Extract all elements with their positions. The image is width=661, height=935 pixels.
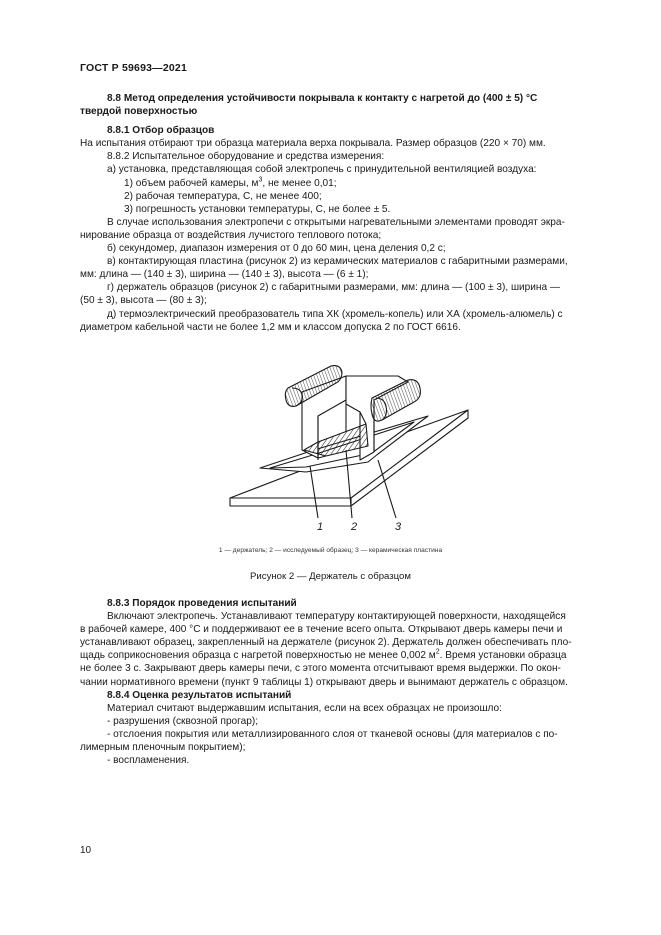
paragraph-shielding-line1: В случае использования электропечи с открытыми нагревательными элементами проводят экра- — [107, 216, 565, 228]
subsection-title-8-8-4: 8.8.4 Оценка результатов испытаний — [107, 689, 292, 701]
list-item-b: б) секундомер, диапазон измерения от 0 до 60 мин, цена деления 0,2 с; — [107, 243, 446, 255]
list-item-a1-suffix: , не менее 0,01; — [262, 177, 337, 189]
list-item-g-line2: (50 ± 3), высота — (80 ± 3); — [80, 295, 207, 307]
list-item-a3: 3) погрешность установки температуры, С, не более ± 5. — [124, 203, 391, 215]
page-number: 10 — [80, 845, 92, 856]
list-item-d-line2: диаметром кабельной части не более 1,2 мм и классом допуска 2 по ГОСТ 6616. — [80, 321, 461, 333]
callout-2: 2 — [351, 521, 358, 533]
paragraph-8-8-4-intro: Материал считают выдержавшим испытания, если на всех образцах не произошло: — [107, 702, 502, 714]
paragraph-8-8-3-line3: устанавливают образец, закрепленный на держателе (рисунок 2). Держатель должен обеспечивать пло- — [80, 637, 572, 649]
list-item-a: а) установка, представляющая собой электропечь с принудительной вентиляцией воздуха: — [107, 164, 537, 176]
list-item-a1 — [80, 177, 614, 190]
list-item-g-line1: г) держатель образцов (рисунок 2) с габаритными размерами, мм: длина — (100 ± 3), ширина — — [107, 282, 561, 294]
subsection-title-8-8-2: 8.8.2 Испытательное оборудование и средства измерения: — [107, 151, 385, 163]
bullet-item-1: - разрушения (сквозной прогар); — [107, 715, 259, 727]
list-item-v-line2: мм: длина — (140 ± 3), ширина — (140 ± 3), высота — (6 ± 1); — [80, 269, 369, 281]
figure-caption: Рисунок 2 — Держатель с образцом — [250, 571, 411, 582]
list-item-a2: 2) рабочая температура, С, не менее 400; — [124, 190, 322, 202]
paragraph-8-8-3-line2: в рабочей камере, 400 °С и поддерживают ее в течение всего опыта. Открывают дверь камеры печи и — [80, 624, 563, 636]
paragraph-8-8-1: На испытания отбирают три образца материала верха покрывала. Размер образцов (220 × 70) мм. — [80, 138, 546, 150]
bullet-item-2-line2: лимерным пленочным покрытием); — [80, 742, 246, 754]
paragraph-shielding-line2: нирование образца от воздействия лучистого теплового потока; — [80, 229, 382, 241]
paragraph-8-8-3-line4-suffix: . Время установки образца — [439, 650, 567, 662]
paragraph-8-8-3-line1: Включают электропечь. Устанавливают температуру контактирующей поверхности, находящейся — [107, 611, 566, 623]
subsection-title-8-8-3: 8.8.3 Порядок проведения испытаний — [107, 598, 297, 609]
list-item-a1-text: 1) объем рабочей камеры, м — [124, 177, 259, 189]
bullet-item-3: - воспламенения. — [107, 755, 190, 767]
list-item-v-line1: в) контактирующая пластина (рисунок 2) из керамических материалов с габаритными размерами, — [107, 256, 568, 268]
callout-3: 3 — [395, 521, 402, 533]
section-title-8-8-line1: 8.8 Метод определения устойчивости покрывала к контакту с нагретой до (400 ± 5) °С — [107, 93, 538, 104]
superscript: 3 — [258, 176, 263, 184]
paragraph-8-8-3-line4-text: щадь соприкосновения образца с нагретой поверхностью не менее 0,002 м — [80, 650, 436, 662]
subsection-title-8-8-1: 8.8.1 Отбор образцов — [107, 125, 215, 137]
paragraph-8-8-3-line5: не более 3 с. Закрывают дверь камеры печи, с этого момента отсчитывают время выдержки. По окон- — [80, 663, 561, 675]
figure-holder-drawing — [218, 350, 478, 540]
superscript: 2 — [435, 649, 440, 657]
list-item-d-line1: д) термоэлектрический преобразователь типа ХК (хромель-копель) или ХА (хромель-алюмель) с — [107, 308, 563, 320]
sections-8-8-3-and-8-8-4 — [80, 597, 614, 767]
paragraph-8-8-3-line6: чании нормативного времени (пункт 9 таблицы 1) открывают дверь и вынимают держатель с образцом. — [80, 676, 568, 688]
section-8-8 — [80, 92, 614, 334]
figure-legend: 1 — держатель; 2 — исследуемый образец; 3 — керамическая пластина — [218, 547, 443, 554]
document-header: ГОСТ Р 59693—2021 — [80, 62, 188, 74]
section-title-8-8-line2: твердой поверхностью — [80, 106, 198, 118]
bullet-item-2-line1: - отслоения покрытия или металлизированного слоя от тканевой основы (для материалов с по- — [107, 728, 558, 740]
paragraph-8-8-3-line4 — [80, 649, 614, 662]
callout-1: 1 — [317, 521, 324, 533]
